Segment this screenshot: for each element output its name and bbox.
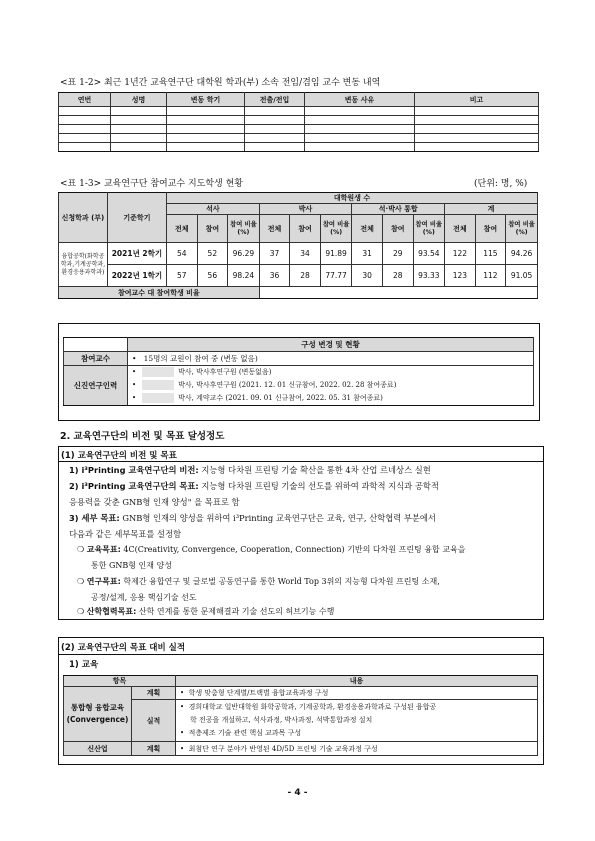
t12-h-term: 변동 학기 bbox=[167, 93, 245, 107]
composition-table bbox=[63, 337, 534, 406]
table-row bbox=[59, 116, 539, 125]
t13-h-all: 전체 bbox=[259, 215, 290, 243]
performance-table bbox=[63, 675, 538, 756]
performance-title: (2) 교육연구단의 목표 대비 실적 bbox=[61, 643, 186, 653]
t13-h-grad: 대학원생 수 bbox=[166, 193, 537, 204]
t13-h-dept: 신청학과 (부) bbox=[59, 193, 108, 243]
t13-h-all: 전체 bbox=[166, 215, 197, 243]
education-goal-cont: 통한 GNB형 인재 양성 bbox=[91, 561, 172, 570]
table13 bbox=[58, 192, 538, 299]
section2-title: 2. 교육연구단의 비전 및 목표 달성정도 bbox=[60, 431, 225, 442]
table13-caption: <표 1-3> 교육연구단 참여교수 지도학생 현황 bbox=[60, 179, 243, 189]
pt-plan-label: 계획 bbox=[132, 687, 176, 700]
circle-bullet-icon: ❍ bbox=[77, 607, 85, 616]
t13-cell: 98.24 bbox=[228, 265, 260, 287]
t13-h-base: 기준학기 bbox=[107, 193, 166, 243]
t13-cell: 93.54 bbox=[413, 243, 445, 265]
t13-cell: 96.29 bbox=[228, 243, 260, 265]
pt-plan-label: 계획 bbox=[132, 742, 176, 756]
t13-term: 2021년 2학기 bbox=[107, 243, 166, 265]
t12-h-note: 비고 bbox=[415, 93, 539, 107]
t13-h-master: 석사 bbox=[166, 204, 259, 215]
t12-h-name: 성명 bbox=[111, 93, 167, 107]
t13-cell: 28 bbox=[382, 265, 413, 287]
t13-h-ratio: 참여 비율 (%) bbox=[506, 215, 538, 243]
table-row bbox=[59, 143, 539, 152]
circle-bullet-icon: ❍ bbox=[77, 577, 85, 586]
table-row bbox=[59, 107, 539, 116]
t13-cell: 91.05 bbox=[506, 265, 538, 287]
pt-result-label: 실적 bbox=[132, 700, 176, 742]
t13-h-doctor: 박사 bbox=[259, 204, 352, 215]
list-item: • 박사, 계약교수 (2021. 09. 01 신규참여, 2022. 05. 31 참여종료) bbox=[132, 394, 383, 402]
page-number: - 4 - bbox=[287, 788, 308, 798]
t12-h-no: 연번 bbox=[59, 93, 111, 107]
pt-r2-plan: • 최첨단 연구 분야가 반영된 4D/5D 프린팅 기술 교육과정 구성 bbox=[176, 742, 538, 756]
t13-h-combined: 석·박사 통합 bbox=[352, 204, 445, 215]
table-row bbox=[59, 265, 538, 287]
t13-cell: 123 bbox=[445, 265, 476, 287]
education-goal: ❍ 교육목표: 4C(Creativity, Convergence, Cooperation, Connection) 기반의 다차원 프린팅 융합 교육을 bbox=[77, 545, 466, 554]
t13-h-part: 참여 bbox=[382, 215, 413, 243]
vision-box-title: (1) 교육연구단의 비전 및 목표 bbox=[61, 451, 177, 461]
t13-cell: 122 bbox=[445, 243, 476, 265]
t13-cell: 31 bbox=[352, 243, 383, 265]
t13-cell: 115 bbox=[475, 243, 506, 265]
list-item: • 경희대학교 일반대학원 화학공학과, 기계공학과, 환경응용과학과로 구성된 융합공 bbox=[180, 703, 437, 711]
redacted-block bbox=[142, 367, 174, 377]
t13-cell: 54 bbox=[166, 243, 197, 265]
new-researcher-list bbox=[128, 366, 534, 406]
vision-item: 1) i³Printing 교육연구단의 비전: 지능형 다차원 프린팅 기술 확산을 통한 4차 산업 르네상스 실현 bbox=[69, 465, 431, 475]
table-row bbox=[59, 243, 538, 265]
participating-faculty-text: • 15명의 교원이 참여 중 (변동 없음) bbox=[128, 352, 534, 366]
participating-faculty-label: 참여교수 bbox=[64, 352, 128, 366]
t13-term: 2022년 1학기 bbox=[107, 265, 166, 287]
t13-h-part: 참여 bbox=[475, 215, 506, 243]
t13-cell: 56 bbox=[197, 265, 228, 287]
performance-sub: 1) 교육 bbox=[69, 660, 99, 670]
research-goal: ❍ 연구목표: 학제간 융합연구 및 글로벌 공동연구를 통한 World Top 3위의 지능형 다차원 프린팅 소재, bbox=[77, 577, 440, 586]
t13-cell: 93.33 bbox=[413, 265, 445, 287]
t12-h-reason: 변동 사유 bbox=[305, 93, 415, 107]
t13-dept: 융합공학(화학공학과,기계공학과,환경응용과학과) bbox=[59, 243, 108, 287]
t13-cell: 37 bbox=[259, 243, 290, 265]
t13-cell: 91.89 bbox=[320, 243, 352, 265]
composition-title: 구성 변경 및 현황 bbox=[128, 338, 534, 352]
t13-cell: 34 bbox=[290, 243, 321, 265]
t13-cell: 77.77 bbox=[320, 265, 352, 287]
t13-h-all: 전체 bbox=[445, 215, 476, 243]
t13-cell: 28 bbox=[290, 265, 321, 287]
pt-r1-result bbox=[176, 700, 538, 742]
circle-bullet-icon: ❍ bbox=[77, 545, 85, 554]
list-item: • 박사, 박사후연구원 (변동없음) bbox=[132, 368, 272, 376]
pt-h-content: 내용 bbox=[176, 676, 538, 687]
t13-h-part: 참여 bbox=[197, 215, 228, 243]
t13-cell: 36 bbox=[259, 265, 290, 287]
t13-cell: 94.26 bbox=[506, 243, 538, 265]
pt-h-item: 항목 bbox=[64, 676, 176, 687]
goal-item: 2) i³Printing 교육연구단의 목표: 지능형 다차원 프린팅 기술의 선도를 위하여 과학적 지식과 공학적 bbox=[69, 481, 439, 491]
goal-item-cont: 응용력을 갖춘 GNB형 인재 양성" 을 목표로 함 bbox=[69, 497, 240, 507]
t13-cell: 52 bbox=[197, 243, 228, 265]
t13-cell: 29 bbox=[382, 243, 413, 265]
detail-goal-cont: 다음과 같은 세부목표를 설정함 bbox=[69, 529, 182, 539]
t12-h-move: 전출/전입 bbox=[245, 93, 305, 107]
list-item-cont: 학 전공을 개설하고, 석사과정, 박사과정, 석박통합과정 설치 bbox=[190, 716, 373, 724]
detail-goal-item: 3) 세부 목표: GNB형 인재의 양성을 위하여 i³Printing 교육연구단은 교육, 연구, 산학협력 부분에서 bbox=[69, 513, 436, 523]
t13-cell: 112 bbox=[475, 265, 506, 287]
t13-h-total: 계 bbox=[445, 204, 538, 215]
t13-h-all: 전체 bbox=[352, 215, 383, 243]
list-item: • 박사, 박사후연구원 (2021. 12. 01 신규참여, 2022. 02. 28 참여종료) bbox=[132, 381, 397, 389]
redacted-block bbox=[142, 393, 174, 403]
t13-h-ratio: 참여 비율 (%) bbox=[413, 215, 445, 243]
vision-box bbox=[58, 446, 544, 620]
table12-caption: <표 1-2> 최근 1년간 교육연구단 대학원 학과(부) 소속 전임/겸임 교수 변동 내역 bbox=[60, 78, 381, 88]
pt-r1-label: 통합형 융합교육 (Convergence) bbox=[64, 687, 132, 742]
redacted-block bbox=[142, 380, 174, 390]
t13-cell: 30 bbox=[352, 265, 383, 287]
pt-r2-label: 신산업 bbox=[64, 742, 132, 756]
t13-h-part: 참여 bbox=[290, 215, 321, 243]
table12 bbox=[58, 92, 539, 152]
table-row bbox=[59, 125, 539, 134]
t13-footer: 참여교수 대 참여학생 비율 bbox=[59, 287, 260, 299]
pt-r1-plan: • 학생 맞춤형 단계별/트랙별 융합교육과정 구성 bbox=[176, 687, 538, 700]
new-researcher-label: 신진연구인력 bbox=[64, 366, 128, 406]
t13-h-ratio: 참여 비율 (%) bbox=[320, 215, 352, 243]
research-goal-cont: 공정/설계, 응용 핵심기술 선도 bbox=[91, 593, 197, 602]
table-row bbox=[59, 134, 539, 143]
t13-h-ratio: 참여 비율 (%) bbox=[228, 215, 260, 243]
industry-goal: ❍ 산학협력목표: 산학 연계를 통한 문제해결과 기술 선도의 허브기능 수행 bbox=[77, 607, 335, 616]
t13-cell: 57 bbox=[166, 265, 197, 287]
table13-unit: (단위: 명, %) bbox=[474, 179, 528, 189]
list-item: • 적층제조 기술 관련 핵심 교과목 구성 bbox=[180, 729, 302, 737]
